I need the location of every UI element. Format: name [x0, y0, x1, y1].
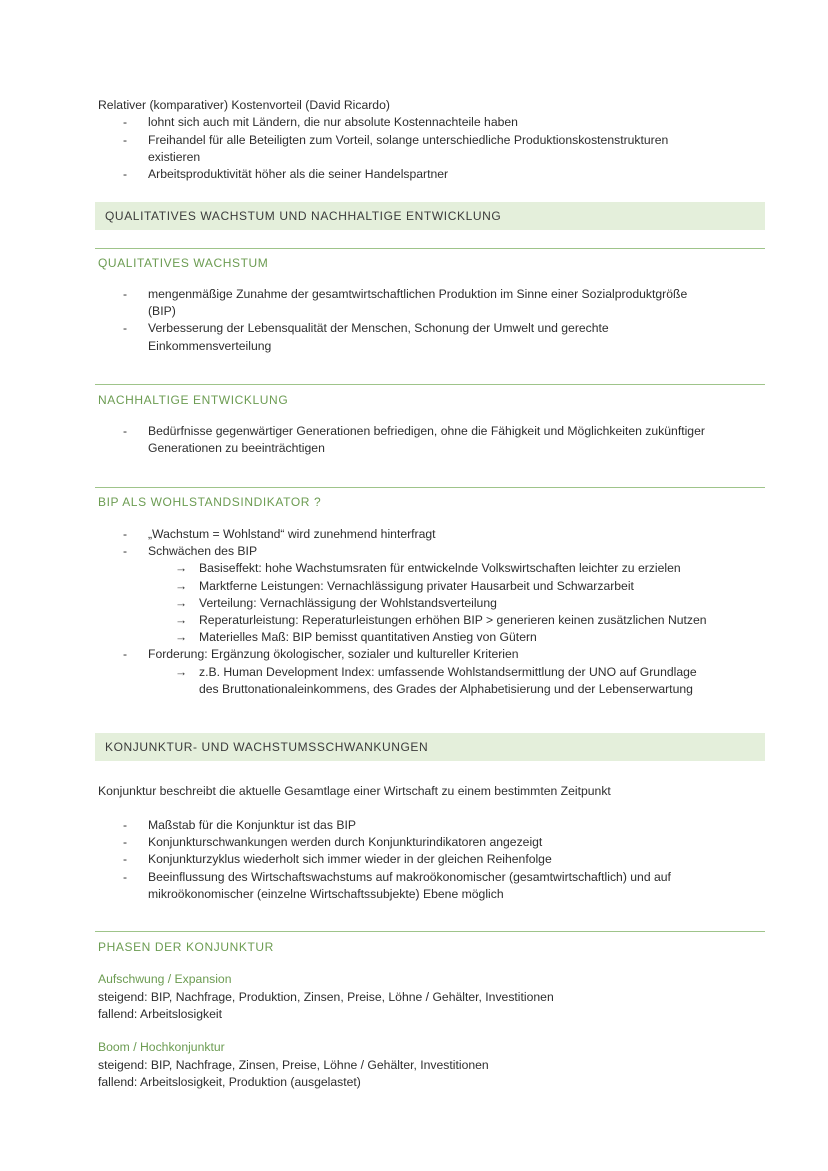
- bullet-dash: -: [123, 321, 128, 335]
- arrow-icon: →: [175, 613, 188, 627]
- divider: [95, 248, 765, 249]
- bullet-dash: -: [123, 647, 128, 661]
- bullet-text: „Wachstum = Wohlstand“ wird zunehmend hinterfragt: [148, 527, 436, 541]
- bullet-dash: -: [123, 424, 128, 438]
- sub-bullet-text: Marktferne Leistungen: Vernachlässigung privater Hausarbeit und Schwarzarbeit: [199, 579, 634, 593]
- bullet-dash: -: [123, 870, 128, 884]
- subsection-title: QUALITATIVES WACHSTUM: [98, 256, 269, 270]
- bullet-text: Bedürfnisse gegenwärtiger Generationen befriedigen, ohne die Fähigkeit und Möglichkeiten zukünftiger: [148, 424, 705, 438]
- section-header-band: [95, 733, 765, 761]
- bullet-text-cont: Einkommensverteilung: [148, 339, 272, 353]
- arrow-icon: →: [175, 665, 188, 679]
- subsection-title: NACHHALTIGE ENTWICKLUNG: [98, 393, 289, 407]
- bullet-dash: -: [123, 115, 128, 129]
- bullet-text-cont: mikroökonomischer (einzelne Wirtschaftssubjekte) Ebene möglich: [148, 887, 504, 901]
- subsection-title: BIP ALS WOHLSTANDSINDIKATOR ?: [98, 495, 322, 509]
- bullet-text: Forderung: Ergänzung ökologischer, sozialer und kultureller Kriterien: [148, 647, 519, 661]
- sub-bullet-text: z.B. Human Development Index: umfassende Wohlstandsermittlung der UNO auf Grundlage: [199, 665, 697, 679]
- phase-fallend: fallend: Arbeitslosigkeit, Produktion (ausgelastet): [98, 1075, 361, 1089]
- bullet-text-cont: (BIP): [148, 304, 176, 318]
- divider: [95, 931, 765, 932]
- bullet-dash: -: [123, 544, 128, 558]
- paragraph: Konjunktur beschreibt die aktuelle Gesamtlage einer Wirtschaft zu einem bestimmten Zeitpunkt: [98, 784, 611, 798]
- bullet-text: Beeinflussung des Wirtschaftswachstums auf makroökonomischer (gesamtwirtschaftlich) und auf: [148, 870, 671, 884]
- arrow-icon: →: [175, 596, 188, 610]
- bullet-dash: -: [123, 818, 128, 832]
- divider: [95, 487, 765, 488]
- intro-title: Relativer (komparativer) Kostenvorteil (David Ricardo): [98, 98, 390, 112]
- section-title: KONJUNKTUR- UND WACHSTUMSSCHWANKUNGEN: [105, 740, 429, 754]
- bullet-text-cont: Generationen zu beeinträchtigen: [148, 441, 325, 455]
- sub-bullet-text-cont: des Bruttonationaleinkommens, des Grades der Alphabetisierung und der Lebenserwartung: [199, 682, 693, 696]
- bullet-dash: -: [123, 167, 128, 181]
- phase-steigend: steigend: BIP, Nachfrage, Produktion, Zinsen, Preise, Löhne / Gehälter, Investitionen: [98, 990, 554, 1004]
- arrow-icon: →: [175, 579, 188, 593]
- intro-bullet-cont: existieren: [148, 150, 201, 164]
- bullet-dash: -: [123, 852, 128, 866]
- bullet-text: Maßstab für die Konjunktur ist das BIP: [148, 818, 356, 832]
- bullet-dash: -: [123, 527, 128, 541]
- sub-bullet-text: Basiseffekt: hohe Wachstumsraten für entwickelnde Volkswirtschaften leichter zu erzielen: [199, 561, 681, 575]
- bullet-text: mengenmäßige Zunahme der gesamtwirtschaftlichen Produktion im Sinne einer Sozialproduktgröße: [148, 287, 688, 301]
- bullet-text: Konjunkturschwankungen werden durch Konjunkturindikatoren angezeigt: [148, 835, 543, 849]
- intro-bullet: lohnt sich auch mit Ländern, die nur absolute Kostennachteile haben: [148, 115, 518, 129]
- sub-bullet-text: Reperaturleistung: Reperaturleistungen erhöhen BIP > generieren keinen zusätzlichen Nutzen: [199, 613, 707, 627]
- arrow-icon: →: [175, 630, 188, 644]
- phase-title: Aufschwung / Expansion: [98, 972, 232, 986]
- section-header-band: [95, 202, 765, 230]
- bullet-dash: -: [123, 835, 128, 849]
- bullet-text: Verbesserung der Lebensqualität der Menschen, Schonung der Umwelt und gerechte: [148, 321, 609, 335]
- phase-fallend: fallend: Arbeitslosigkeit: [98, 1007, 222, 1021]
- divider: [95, 384, 765, 385]
- bullet-dash: -: [123, 287, 128, 301]
- bullet-text: Konjunkturzyklus wiederholt sich immer wieder in der gleichen Reihenfolge: [148, 852, 552, 866]
- section-title: QUALITATIVES WACHSTUM UND NACHHALTIGE ENTWICKLUNG: [105, 209, 502, 223]
- phase-steigend: steigend: BIP, Nachfrage, Zinsen, Preise, Löhne / Gehälter, Investitionen: [98, 1058, 489, 1072]
- sub-bullet-text: Verteilung: Vernachlässigung der Wohlstandsverteilung: [199, 596, 497, 610]
- intro-bullet: Arbeitsproduktivität höher als die seiner Handelspartner: [148, 167, 449, 181]
- intro-bullet: Freihandel für alle Beteiligten zum Vorteil, solange unterschiedliche Produktionskostenstrukturen: [148, 133, 669, 147]
- bullet-text: Schwächen des BIP: [148, 544, 258, 558]
- arrow-icon: →: [175, 561, 188, 575]
- phase-title: Boom / Hochkonjunktur: [98, 1040, 225, 1054]
- sub-bullet-text: Materielles Maß: BIP bemisst quantitativen Anstieg von Gütern: [199, 630, 537, 644]
- bullet-dash: -: [123, 133, 128, 147]
- subsection-title: PHASEN DER KONJUNKTUR: [98, 940, 274, 954]
